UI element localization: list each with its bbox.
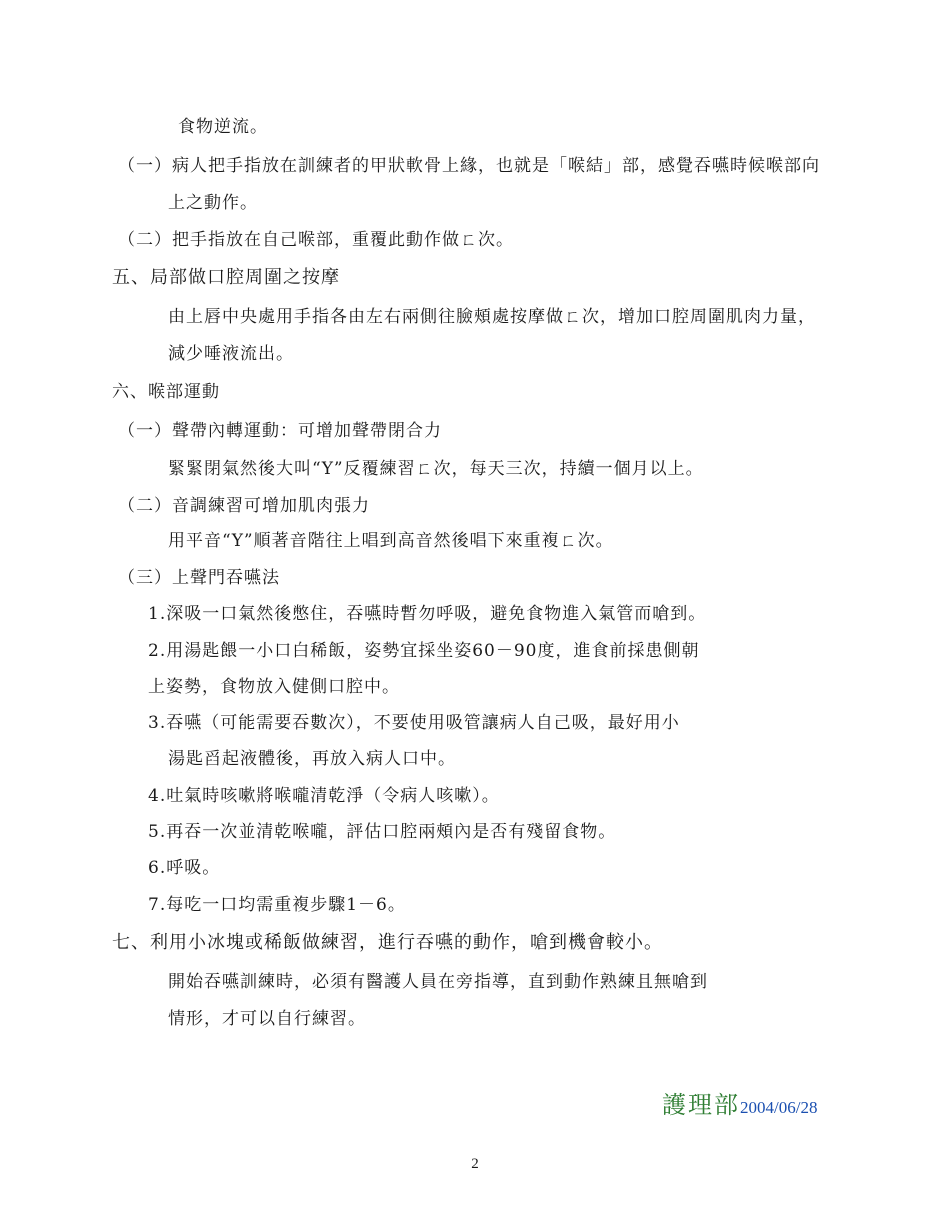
text-line: 上姿勢，食物放入健側口腔中。	[148, 677, 400, 697]
text-line: 上之動作。	[168, 193, 258, 213]
text-line: （三）上聲門吞嚥法	[118, 568, 280, 588]
text-line: （一）聲帶內轉運動：可增加聲帶閉合力	[118, 421, 442, 441]
list-item: 4.吐氣時咳嗽將喉嚨清乾淨（令病人咳嗽）。	[148, 786, 500, 806]
text-line: （一）病人把手指放在訓練者的甲狀軟骨上緣，也就是「喉結」部，感覺吞嚥時候喉部向	[118, 156, 820, 176]
text-line: （二）音調練習可增加肌肉張力	[118, 496, 370, 516]
section-heading: 五、局部做口腔周圍之按摩	[112, 267, 340, 288]
text-line: 食物逆流。	[178, 117, 268, 137]
list-item: 1.深吸一口氣然後憋住，吞嚥時暫勿呼吸，避免食物進入氣管而嗆到。	[148, 604, 707, 624]
signature-date: 2004/06/28	[740, 1098, 818, 1117]
signature-block	[662, 1085, 817, 1120]
text-line: 用平音“Y”順著音階往上唱到高音然後唱下來重複ㄈ次。	[168, 531, 614, 551]
text-line: 情形，才可以自行練習。	[168, 1009, 366, 1029]
list-item: 2.用湯匙餵一小口白稀飯，姿勢宜採坐姿60－90度，進食前採患側朝	[148, 641, 700, 661]
text-line: 緊緊閉氣然後大叫“Y”反覆練習ㄈ次，每天三次，持續一個月以上。	[168, 459, 704, 479]
page-number: 2	[471, 1156, 479, 1172]
department-name: 護理部	[662, 1091, 740, 1119]
list-item: 6.呼吸。	[148, 858, 221, 878]
text-line: 湯匙舀起液體後，再放入病人口中。	[168, 749, 456, 769]
text-line: （二）把手指放在自己喉部，重覆此動作做ㄈ次。	[118, 230, 514, 250]
text-line: 由上唇中央處用手指各由左右兩側往臉頰處按摩做ㄈ次，增加口腔周圍肌肉力量，	[168, 307, 816, 327]
list-item: 5.再吞一次並清乾喉嚨，評估口腔兩頰內是否有殘留食物。	[148, 822, 617, 842]
section-heading: 六、喉部運動	[112, 382, 220, 402]
text-line: 減少唾液流出。	[168, 344, 294, 364]
section-heading: 七、利用小冰塊或稀飯做練習，進行吞嚥的動作，嗆到機會較小。	[112, 932, 663, 953]
list-item: 3.吞嚥（可能需要吞數次），不要使用吸管讓病人自己吸，最好用小	[148, 713, 680, 733]
list-item: 7.每吃一口均需重複步驟1－6。	[148, 895, 406, 915]
text-line: 開始吞嚥訓練時，必須有醫護人員在旁指導，直到動作熟練且無嗆到	[168, 972, 708, 992]
